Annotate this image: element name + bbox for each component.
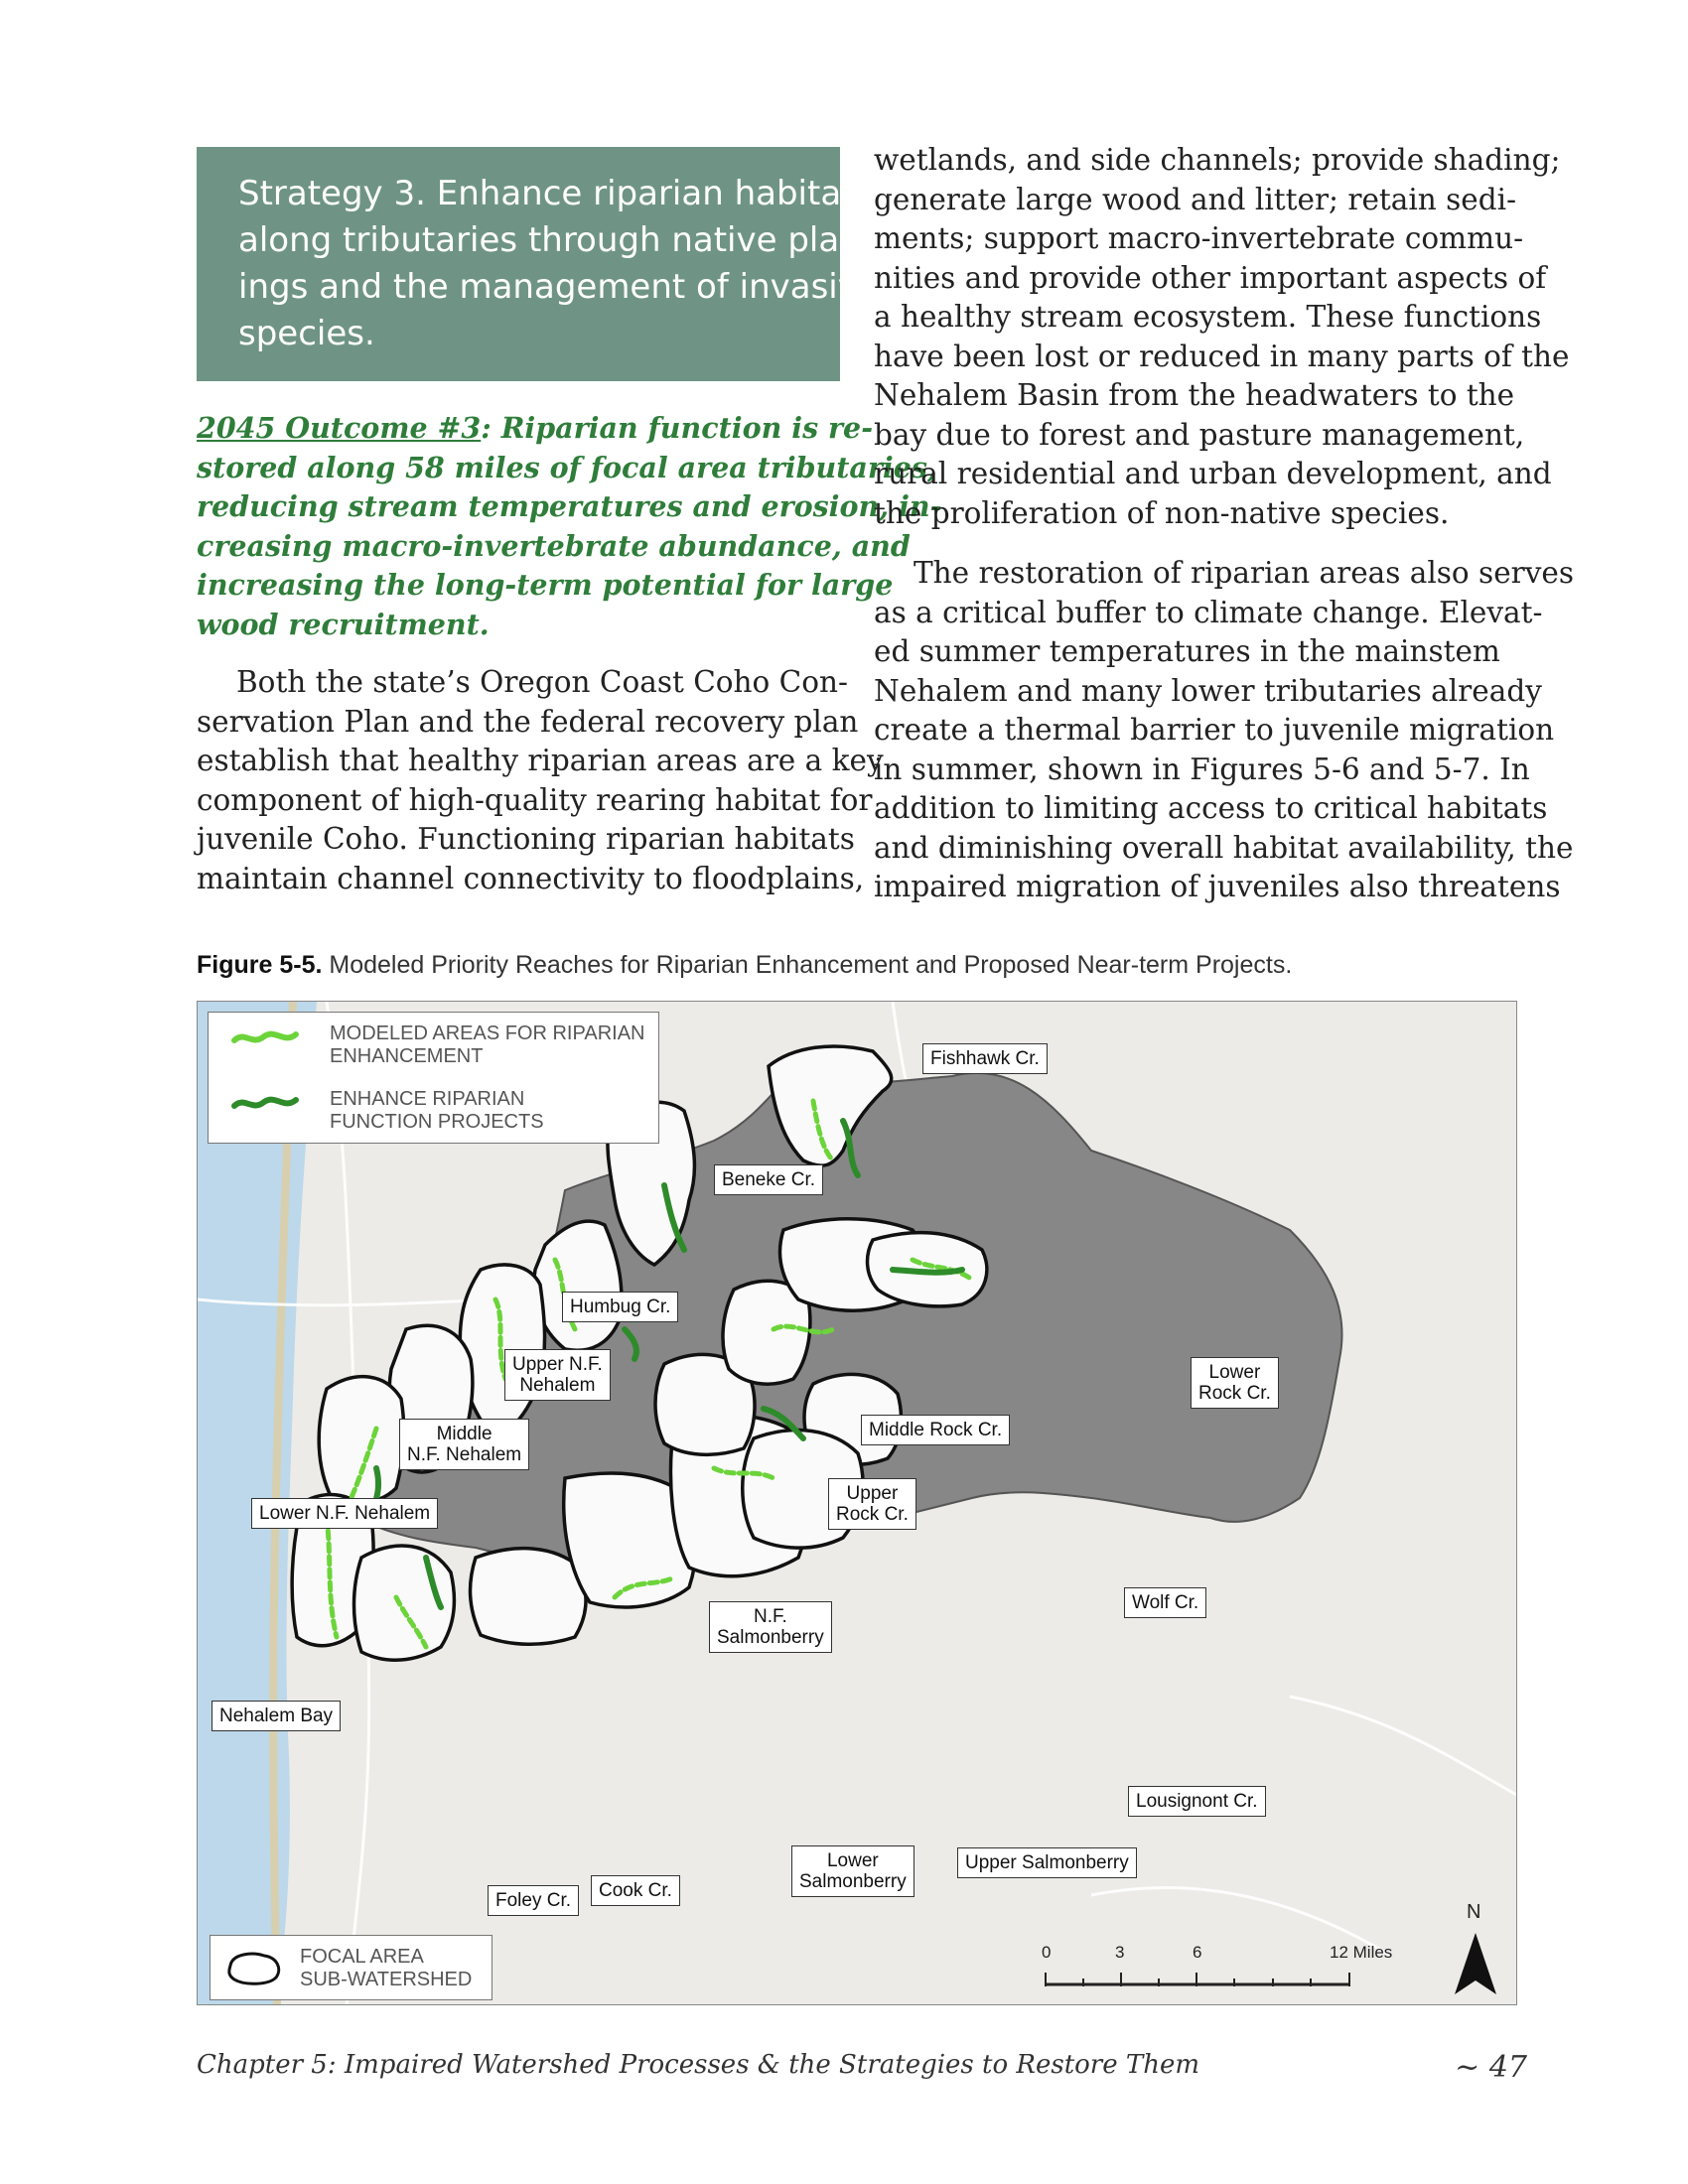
map-legend bbox=[208, 1012, 659, 1144]
label-lower-nf: Lower N.F. Nehalem bbox=[251, 1498, 438, 1529]
paragraph-line: rural residential and urban development, and bbox=[874, 457, 1552, 490]
paragraph-line: ed summer temperatures in the mainstem bbox=[874, 634, 1500, 668]
scale-tick-label: 12 Miles bbox=[1330, 1943, 1393, 1962]
paragraph-line: create a thermal barrier to juvenile migration bbox=[874, 713, 1555, 747]
projects-swatch bbox=[230, 1092, 300, 1114]
label-text: Nehalem bbox=[519, 1375, 596, 1396]
figure-caption bbox=[197, 951, 1292, 980]
strategy-line: ings and the management of invasive bbox=[238, 267, 879, 307]
legend-text: MODELED AREAS FOR RIPARIAN bbox=[330, 1023, 645, 1044]
strategy-line: species. bbox=[238, 314, 375, 353]
label-text: Upper N.F. bbox=[512, 1354, 603, 1375]
north-label: N bbox=[1467, 1901, 1481, 1923]
outcome-lead: 2045 Outcome #3 bbox=[197, 411, 482, 445]
modeled-swatch bbox=[230, 1026, 300, 1048]
chapter-title: Chapter 5: Impaired Watershed Processes & the Strategies to Restore Them bbox=[197, 2050, 1200, 2080]
label-foley: Foley Cr. bbox=[488, 1885, 579, 1916]
label-middle-nf bbox=[399, 1419, 529, 1470]
label-fishhawk: Fishhawk Cr. bbox=[922, 1043, 1048, 1074]
scale-tick-label: 6 bbox=[1193, 1943, 1202, 1962]
label-text: Salmonberry bbox=[717, 1627, 824, 1648]
paragraph-line: juvenile Coho. Functioning riparian habitats bbox=[197, 822, 855, 856]
north-arrow bbox=[1447, 1901, 1506, 2000]
legend-text: FOCAL AREA bbox=[300, 1946, 424, 1968]
label-upper-rock bbox=[828, 1478, 916, 1530]
focal-area-swatch bbox=[224, 1948, 284, 1987]
paragraph-line: wetlands, and side channels; provide shading; bbox=[874, 143, 1561, 177]
right-paragraph-1 bbox=[874, 141, 1570, 533]
label-text: N.F. Nehalem bbox=[407, 1444, 522, 1465]
paragraph-line: have been lost or reduced in many parts of the bbox=[874, 339, 1570, 373]
cook-subwatershed bbox=[471, 1549, 587, 1645]
label-lower-rock bbox=[1191, 1357, 1279, 1409]
outcome-line bbox=[197, 409, 874, 449]
outcome-line: reducing stream temperatures and erosion, in- bbox=[197, 489, 942, 523]
label-text: Rock Cr. bbox=[836, 1504, 909, 1525]
paragraph-line: as a critical buffer to climate change. Elevat- bbox=[874, 595, 1543, 629]
outcome-text: : Riparian function is re- bbox=[481, 411, 874, 445]
legend-text: ENHANCE RIPARIAN bbox=[330, 1088, 525, 1110]
paragraph-line: bay due to forest and pasture management, bbox=[874, 417, 1525, 452]
paragraph-line: in summer, shown in Figures 5-6 and 5-7. In bbox=[874, 751, 1530, 786]
paragraph-line: the proliferation of non-native species. bbox=[874, 495, 1450, 530]
figure-number: Figure 5-5. bbox=[197, 951, 323, 979]
label-text: Upper bbox=[846, 1483, 899, 1504]
strategy-callout bbox=[197, 147, 887, 381]
outcome-line: stored along 58 miles of focal area tributaries, bbox=[197, 450, 937, 484]
paragraph-line: ments; support macro-invertebrate commu- bbox=[874, 221, 1524, 255]
outcome-line: creasing macro-invertebrate abundance, and bbox=[197, 528, 911, 563]
lower-nf-subwatershed bbox=[319, 1377, 404, 1504]
paragraph-line: Nehalem and many lower tributaries already bbox=[874, 673, 1542, 708]
north-arrow-icon bbox=[1453, 1931, 1498, 1996]
paragraph-line: addition to limiting access to critical habitats bbox=[874, 791, 1548, 825]
strategy-line: Strategy 3. Enhance riparian habitats bbox=[238, 174, 873, 213]
legend-text: FUNCTION PROJECTS bbox=[330, 1111, 544, 1133]
page-number: ~ 47 bbox=[1455, 2050, 1527, 2085]
label-text: Lower bbox=[1208, 1362, 1261, 1383]
paragraph-line: The restoration of riparian areas also serves bbox=[914, 556, 1575, 590]
outcome-line: increasing the long-term potential for large bbox=[197, 568, 894, 602]
label-wolf: Wolf Cr. bbox=[1124, 1587, 1206, 1618]
scale-tick-label: 0 bbox=[1042, 1943, 1052, 1962]
scale-tick-label: 3 bbox=[1115, 1943, 1125, 1962]
label-text: N.F. bbox=[753, 1606, 787, 1627]
paragraph-line: maintain channel connectivity to floodplains, bbox=[197, 861, 865, 895]
legend-text: SUB-WATERSHED bbox=[300, 1969, 473, 1990]
legend-modeled-label bbox=[330, 1023, 644, 1068]
watershed-map bbox=[197, 1001, 1517, 2005]
label-upper-nf bbox=[504, 1349, 611, 1401]
label-lower-salmonberry bbox=[791, 1845, 914, 1897]
paragraph-line: Both the state’s Oregon Coast Coho Con- bbox=[236, 665, 848, 699]
paragraph-line: component of high-quality rearing habitat for bbox=[197, 782, 873, 817]
label-lousignont: Lousignont Cr. bbox=[1128, 1786, 1266, 1817]
strategy-line: along tributaries through native plant- bbox=[238, 220, 887, 260]
paragraph-line: nities and provide other important aspects of bbox=[874, 260, 1547, 295]
paragraph-line: Nehalem Basin from the headwaters to the bbox=[874, 378, 1515, 412]
legend-projects-label bbox=[330, 1088, 544, 1134]
label-text: Rock Cr. bbox=[1198, 1383, 1271, 1404]
label-upper-salmonberry: Upper Salmonberry bbox=[957, 1847, 1137, 1878]
label-beneke: Beneke Cr. bbox=[714, 1164, 823, 1195]
outcome-statement bbox=[197, 409, 942, 644]
paragraph-line: servation Plan and the federal recovery plan bbox=[197, 704, 859, 739]
figure-caption-text: Modeled Priority Reaches for Riparian Enhancement and Proposed Near-term Projects. bbox=[322, 951, 1293, 979]
label-nf-salmonberry bbox=[709, 1601, 832, 1653]
paragraph-line: impaired migration of juveniles also threatens bbox=[874, 870, 1561, 903]
legend-text: ENHANCEMENT bbox=[330, 1045, 484, 1067]
paragraph-line: generate large wood and litter; retain sedi- bbox=[874, 182, 1517, 216]
paragraph-line: establish that healthy riparian areas are a key bbox=[197, 744, 884, 777]
scale-bar-graphic bbox=[1042, 1967, 1359, 1992]
label-text: Lower bbox=[826, 1850, 879, 1871]
scale-bar bbox=[1042, 1943, 1439, 2002]
paragraph-line: and diminishing overall habitat availability, the bbox=[874, 830, 1574, 865]
label-middle-rock: Middle Rock Cr. bbox=[861, 1415, 1010, 1445]
label-text: Salmonberry bbox=[799, 1871, 907, 1892]
focal-area-label bbox=[300, 1946, 472, 1991]
label-humbug: Humbug Cr. bbox=[562, 1292, 678, 1322]
label-nehalem-bay: Nehalem Bay bbox=[211, 1701, 341, 1731]
label-text: Middle bbox=[436, 1424, 492, 1444]
label-cook: Cook Cr. bbox=[591, 1875, 680, 1906]
left-paragraph bbox=[197, 663, 884, 898]
right-paragraph-2 bbox=[874, 554, 1575, 907]
focal-area-legend bbox=[210, 1935, 492, 2000]
paragraph-line: a healthy stream ecosystem. These functions bbox=[874, 300, 1542, 334]
outcome-line: wood recruitment. bbox=[197, 607, 490, 641]
